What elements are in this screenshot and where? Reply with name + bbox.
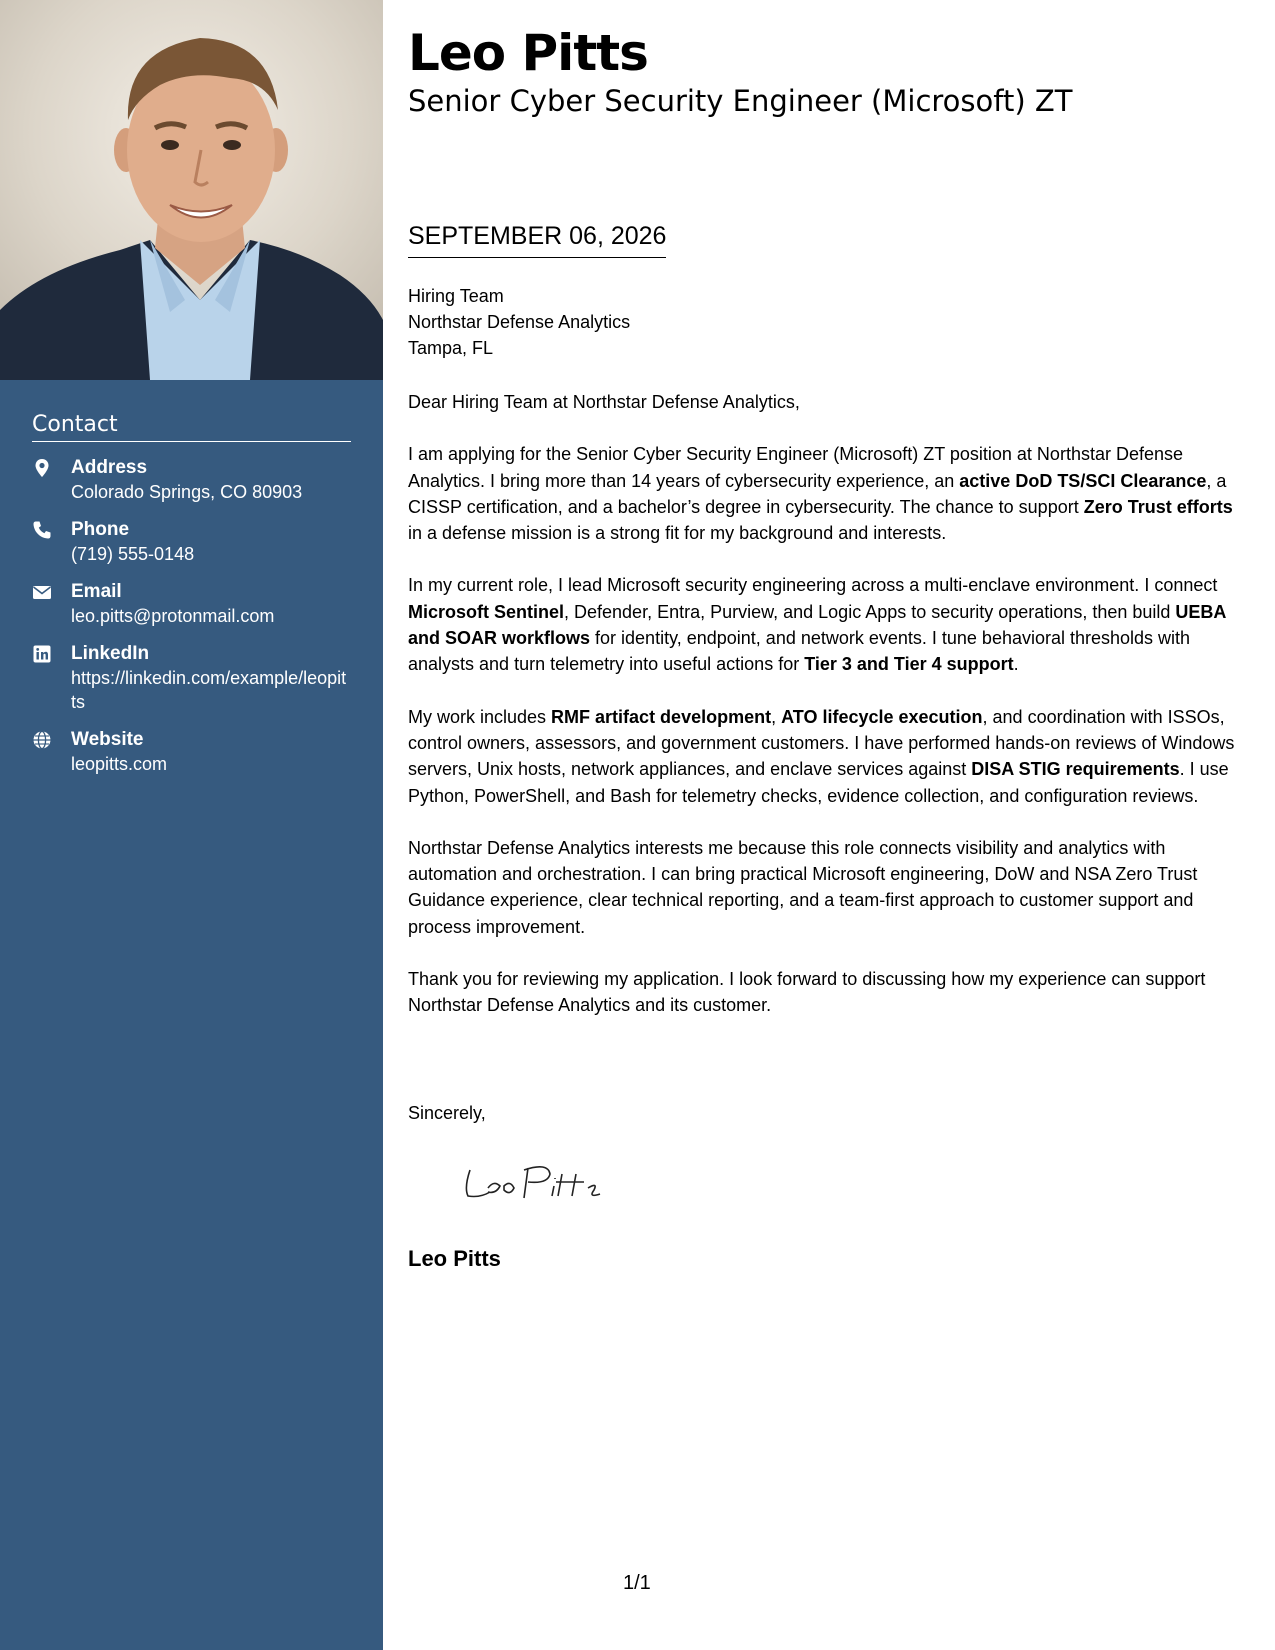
map-pin-icon (32, 458, 52, 478)
paragraph-text: , (771, 706, 782, 727)
salutation: Dear Hiring Team at Northstar Defense Analytics, (408, 392, 800, 412)
closing: Sincerely, (408, 1103, 486, 1123)
phone-icon (32, 520, 52, 540)
contact-value[interactable]: leo.pitts@protonmail.com (71, 606, 275, 626)
contact-label: Email (71, 581, 122, 602)
paragraph-text: Northstar Defense Analytics interests me because this role connects visibility and analytics with automation and orchestration. I can bring practical Microsoft engineering, DoW and NSA Zero Trust Guidance experience, clear technical reporting, and a team-first approach to customer support and process improvement. (408, 837, 1198, 937)
letter-body (408, 389, 1250, 1045)
paragraph-text: In my current role, I lead Microsoft security engineering across a multi-enclave environment. I connect (408, 575, 1218, 596)
contact-item-address (32, 456, 351, 504)
body-paragraph (408, 966, 1250, 1019)
body-paragraph (408, 572, 1250, 677)
profile-photo (0, 0, 383, 380)
signature (458, 1158, 628, 1208)
letter-date: SEPTEMBER 06, 2026 (408, 222, 666, 258)
body-paragraph (408, 835, 1250, 940)
emphasis-text: UEBA and SOAR workflows (408, 601, 1226, 649)
contact-section (32, 412, 351, 776)
contact-label: Website (71, 729, 144, 750)
signed-name: Leo Pitts (408, 1246, 501, 1271)
emphasis-text: active DoD TS/SCI Clearance (959, 470, 1207, 491)
linkedin-icon (32, 644, 52, 664)
contact-item-linkedin (32, 642, 351, 714)
recipient-address (408, 283, 630, 361)
paragraph-text: for identity, endpoint, and network events. I tune behavioral thresholds with analysts and turn telemetry into useful actions for (408, 628, 1191, 675)
paragraph-text: , Defender, Entra, Purview, and Logic Apps to security operations, then build (564, 601, 1176, 622)
paragraph-text: . I use Python, PowerShell, and Bash for telemetry checks, evidence collection, and configuration reviews. (408, 759, 1229, 806)
page-number: 1/1 (623, 1572, 651, 1594)
recipient-line: Hiring Team (408, 286, 504, 306)
contact-heading: Contact (32, 412, 351, 442)
envelope-icon (32, 582, 52, 602)
contact-value[interactable]: leopitts.com (71, 754, 168, 774)
contact-label: Address (71, 457, 148, 478)
job-title: Senior Cyber Security Engineer (Microsoft) ZT (408, 84, 1073, 118)
contact-value: (719) 555-0148 (71, 544, 195, 564)
paragraph-text: Thank you for reviewing my application. I look forward to discussing how my experience can support Northstar Defense Analytics and its customer. (408, 969, 1206, 1016)
paragraph-text: . (1013, 654, 1019, 675)
emphasis-text: Microsoft Sentinel (408, 601, 565, 622)
contact-item-email (32, 580, 351, 628)
recipient-line: Tampa, FL (408, 338, 494, 358)
globe-icon (32, 730, 52, 750)
contact-item-phone (32, 518, 351, 566)
contact-label: Phone (71, 519, 130, 540)
sidebar (0, 0, 383, 1650)
applicant-name: Leo Pitts (408, 24, 648, 82)
emphasis-text: ATO lifecycle execution (781, 706, 983, 727)
contact-value: Colorado Springs, CO 80903 (71, 482, 303, 502)
contact-item-website (32, 728, 351, 776)
emphasis-text: Zero Trust efforts (1083, 496, 1233, 517)
recipient-line: Northstar Defense Analytics (408, 312, 631, 332)
contact-label: LinkedIn (71, 643, 150, 664)
paragraph-text: , and coordination with ISSOs, control owners, assessors, and government customers. I have performed hands-on reviews of Windows servers, Unix hosts, network appliances, and enclave services against (408, 706, 1235, 780)
contact-value[interactable]: https://linkedin.com/example/leopitts (71, 668, 347, 712)
body-paragraph (408, 441, 1250, 546)
paragraph-text: , a CISSP certification, and a bachelor’s degree in cybersecurity. The chance to support (408, 470, 1227, 517)
paragraph-text: I am applying for the Senior Cyber Security Engineer (Microsoft) ZT position at Northstar Defense Analytics. I bring more than 14 years of cybersecurity experience, an (408, 444, 1184, 491)
emphasis-text: DISA STIG requirements (971, 759, 1180, 780)
body-paragraph (408, 704, 1250, 809)
paragraph-text: My work includes (408, 706, 552, 727)
emphasis-text: Tier 3 and Tier 4 support (804, 654, 1014, 675)
paragraph-text: in a defense mission is a strong fit for my background and interests. (408, 523, 947, 544)
emphasis-text: RMF artifact development (551, 706, 772, 727)
